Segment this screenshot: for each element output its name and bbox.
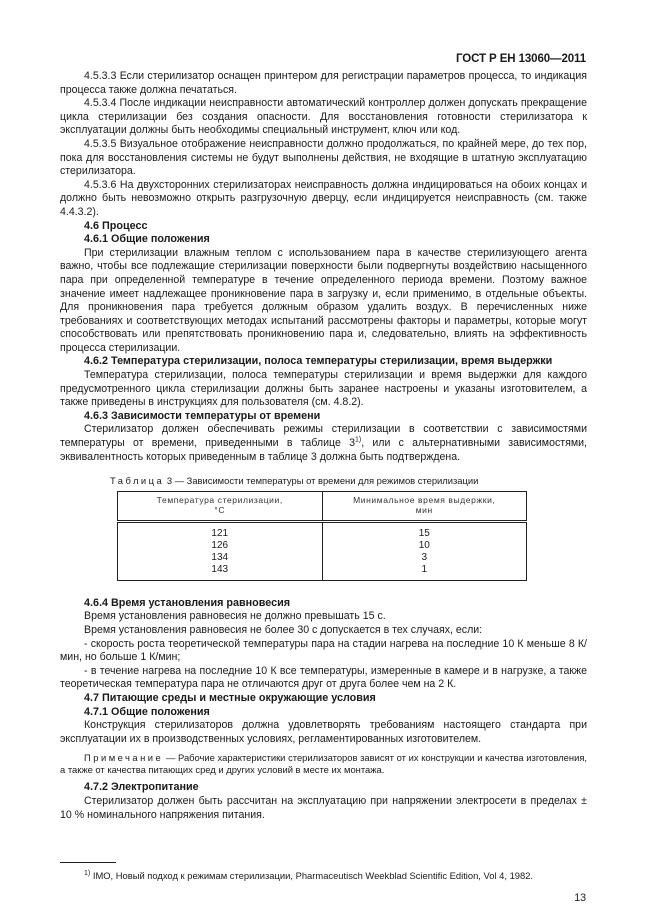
cell-hold-time: 1 [322, 564, 527, 581]
table-caption-text: 3 — Зависимости температуры от времени для режимов стерилизации [164, 475, 479, 487]
paragraph-4-5-3-5: 4.5.3.5 Визуальное отображение неисправности должно продолжаться, по крайней мере, до тех пор, пока для восстановления системы не будут выполнены действия, не входящие в штатную эксплуатацию стерилизатора. [60, 137, 587, 178]
cell-hold-time: 15 [322, 521, 527, 540]
cell-temperature: 143 [118, 564, 323, 581]
note [60, 752, 587, 776]
paragraph-4-6-2: Температура стерилизации, полоса температуры стерилизации и время выдержки для каждого предусмотренного цикла стерилизации должны быть заранее настроены и указаны изготовителем, а также приведены в инструкциях для пользователя (см. 4.8.2). [60, 369, 587, 409]
heading-4-7: 4.7 Питающие среды и местные окружающие условия [84, 691, 376, 704]
column-header-hold-time-label: Минимальное время выдержки, [353, 494, 496, 505]
table-row [118, 552, 527, 564]
paragraph-4-6-4-2: Время установления равновесия не более 30 с допускается в тех случаях, если: [84, 624, 483, 636]
paragraph-4-5-3-4: 4.5.3.4 После индикации неисправности автоматический контроллер должен допускать прекращение цикла стерилизации без создания опасности. Для восстановления готовности стерилизатора к эксплуатации должны быть необходимы специальный инструмент, ключ или код. [60, 97, 587, 137]
paragraph-4-7-2: Стерилизатор должен быть рассчитан на эксплуатацию при напряжении электросети в пределах ± 10 % номинального напряжения питания. [60, 794, 587, 821]
column-header-hold-time-unit: мин [415, 505, 433, 516]
cell-temperature: 121 [118, 521, 323, 540]
table-row [118, 564, 527, 581]
cell-hold-time: 3 [322, 552, 527, 564]
table-3 [117, 491, 527, 581]
cell-temperature: 126 [118, 540, 323, 552]
standard-header: ГОСТ Р ЕН 13060—2011 [455, 53, 586, 65]
page-number: 13 [574, 892, 586, 904]
paragraph-4-6-4-4: - в течение нагрева на последние 10 К все температуры, измеренные в камере и в нагрузке, а также теоретическая температура пара не отличаются друг от друга более чем на 2 К. [60, 664, 587, 691]
column-header-temperature [118, 491, 323, 521]
paragraph-4-6-4-3: - скорость роста теоретической температуры пара на стадии нагрева на последние 10 К меньше 8 К/мин, но больше 1 К/мин; [60, 637, 587, 664]
paragraph-4-6-3 [60, 423, 587, 464]
paragraph-4-6-3-text-b: , или с альтернативными зависимостями, эквивалентность которых приведенным в таблице 3 должна быть подтверждена. [60, 437, 587, 463]
heading-4-6: 4.6 Процесс [84, 219, 148, 232]
footnote [84, 870, 533, 881]
cell-hold-time: 10 [322, 540, 527, 552]
footnote-divider [60, 862, 116, 863]
note-label: Примечание [84, 752, 164, 764]
paragraph-4-6-4-1: Время установления равновесия не должно превышать 15 с. [84, 610, 386, 623]
table-3-caption [110, 474, 587, 488]
paragraph-4-5-3-3: 4.5.3.3 Если стерилизатор оснащен принтером для регистрации параметров процесса, то индикация процесса также должна печататься. [60, 70, 587, 96]
heading-4-6-4: 4.6.4 Время установления равновесия [84, 596, 291, 609]
footnote-ref: 1) [354, 436, 362, 444]
table-header-row [118, 491, 527, 521]
heading-4-6-2: 4.6.2 Температура стерилизации, полоса температуры стерилизации, время выдержки [84, 355, 553, 368]
paragraph-4-5-3-6: 4.5.3.6 На двухсторонних стерилизаторах неисправность должна индицироваться на обоих концах и должно быть невозможно открыть разгрузочную дверцу, если индицируется неисправность (см. также 4.4.3.2). [60, 178, 587, 218]
paragraph-4-6-3-text-a: Стерилизатор должен обеспечивать режимы стерилизации в соответствии с зависимостями температуры от времени, приведенными в таблице 3 [60, 423, 587, 450]
note-text: — Рабочие характеристики стерилизаторов зависят от их конструкции и качества изготовления, а также от качества питающих сред и других условий в месте их монтажа. [60, 752, 587, 776]
column-header-temperature-label: Температура стерилизации, [156, 494, 283, 505]
column-header-temperature-unit: °С [214, 505, 226, 516]
paragraph-4-7-1: Конструкция стерилизаторов должна удовлетворять требованиям настоящего стандарта при эксплуатации их в производственных условиях, регламентированных изготовителем. [60, 719, 587, 745]
cell-temperature: 134 [118, 552, 323, 564]
table-row [118, 521, 527, 540]
column-header-hold-time [322, 491, 527, 521]
table-row [118, 540, 527, 552]
heading-4-6-3: 4.6.3 Зависимости температуры от времени [84, 409, 321, 422]
heading-4-7-1: 4.7.1 Общие положения [84, 705, 210, 718]
paragraph-4-6-1: При стерилизации влажным теплом с использованием пара в качестве стерилизующего агента важно, чтобы все подлежащие стерилизации поверхности были подвергнуты воздействию насыщенного пара при определенной температуре в течение определенного периода времени. Поэтому важное значение имеет надлежащее проникновение пара в загрузку и, если применимо, в отдельные объекты. Для проникновения пара требуется должным образом удалить воздух. В перечисленных ниже требованиях и соответствующих методах испытаний рассмотрены факторы и параметры, которые могут способствовать или препятствовать проникновению пара и, следовательно, влиять на эффективность процесса стерилизации. [60, 246, 587, 354]
page-body [60, 70, 587, 822]
heading-4-7-2: 4.7.2 Электропитание [84, 781, 199, 794]
table-caption-label: Таблица [110, 475, 165, 487]
footnote-text: IMO, Новый подход к режимам стерилизации, Pharmaceutisch Weekblad Scientific Edition, Vol 4, 1982. [90, 870, 534, 881]
heading-4-6-1: 4.6.1 Общие положения [84, 233, 210, 246]
footnote-mark: 1) [84, 869, 91, 877]
